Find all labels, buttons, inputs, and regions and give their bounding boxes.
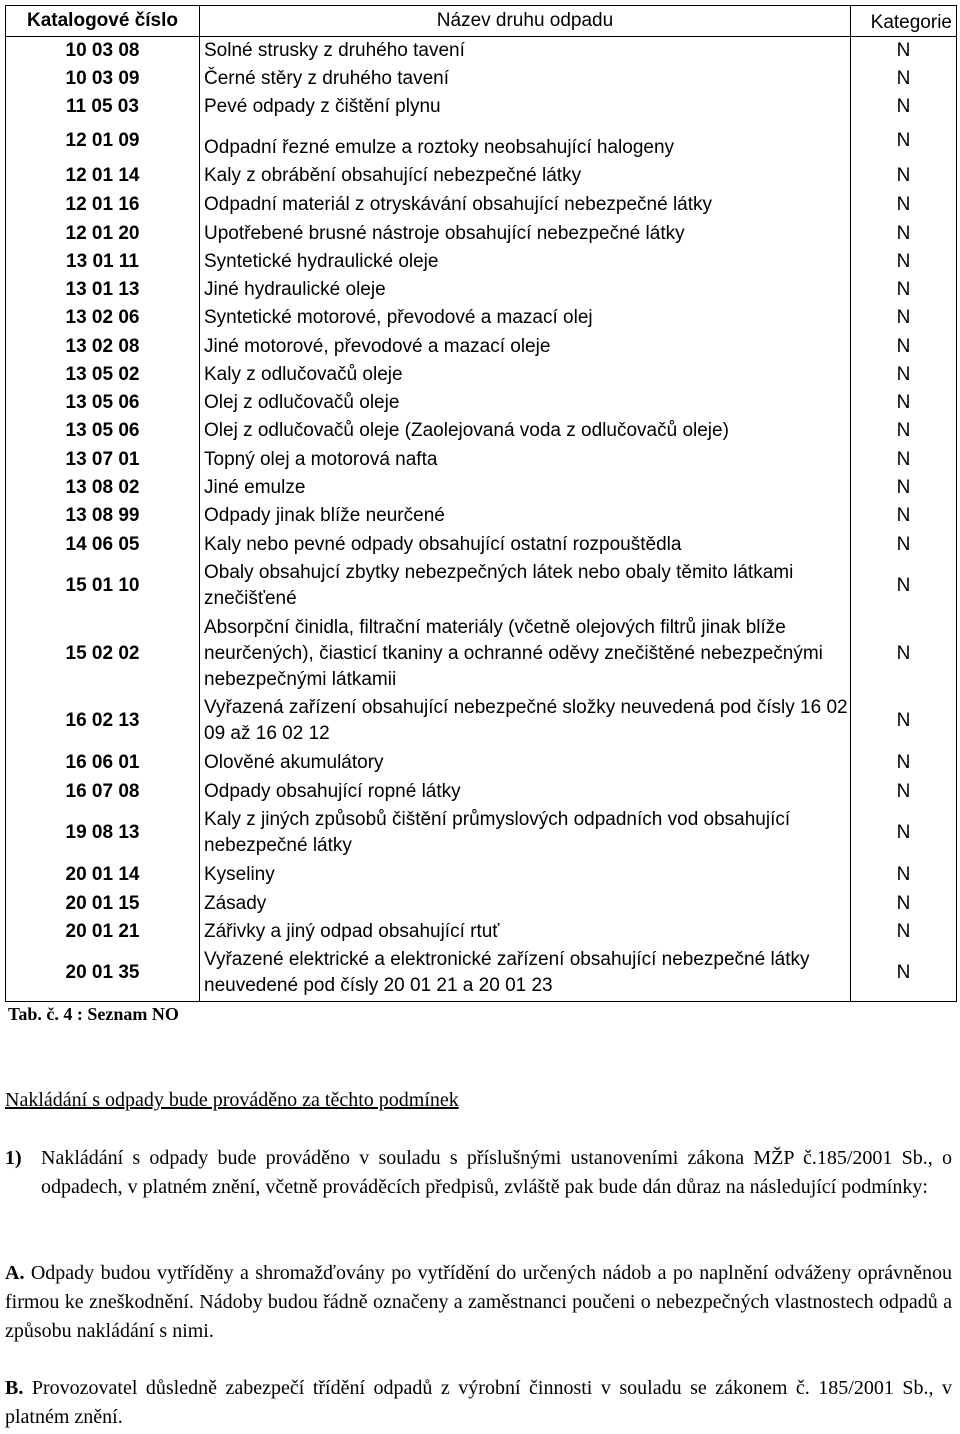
row-catalog-number: 13 08 02 bbox=[6, 474, 200, 502]
row-catalog-number: 20 01 35 bbox=[6, 946, 200, 1002]
row-waste-name: Jiné hydraulické oleje bbox=[200, 276, 851, 304]
table-caption: Tab. č. 4 : Seznam NO bbox=[8, 1004, 179, 1024]
row-waste-name: Kaly nebo pevné odpady obsahující ostatní rozpouštědla bbox=[200, 531, 851, 559]
row-category: N bbox=[851, 191, 957, 220]
row-catalog-number: 13 05 02 bbox=[6, 361, 200, 389]
row-catalog-number: 13 08 99 bbox=[6, 502, 200, 531]
table-row bbox=[6, 778, 957, 806]
row-waste-name: Jiné motorové, převodové a mazací oleje bbox=[200, 333, 851, 361]
table-row bbox=[6, 918, 957, 946]
row-catalog-number: 13 05 06 bbox=[6, 417, 200, 446]
row-category: N bbox=[851, 559, 957, 614]
row-category: N bbox=[851, 121, 957, 161]
row-catalog-number: 20 01 21 bbox=[6, 918, 200, 946]
row-category: N bbox=[851, 248, 957, 276]
row-catalog-number: 10 03 09 bbox=[6, 65, 200, 93]
header-category: Kategorie bbox=[851, 6, 957, 37]
row-waste-name: Zářivky a jiný odpad obsahující rtuť bbox=[200, 918, 851, 946]
paragraph-b-text: Provozovatel důsledně zabezpečí třídění odpadů z výrobní činnosti v souladu se zákonem č. 185/2001 Sb., v platném znění. bbox=[5, 1377, 953, 1428]
row-category: N bbox=[851, 65, 957, 93]
section-heading: Nakládání s odpady bude prováděno za těchto podmínek bbox=[5, 1089, 459, 1111]
table-row bbox=[6, 93, 957, 121]
row-waste-name: Syntetické motorové, převodové a mazací olej bbox=[200, 304, 851, 333]
row-category: N bbox=[851, 749, 957, 778]
row-category: N bbox=[851, 531, 957, 559]
table-row bbox=[6, 389, 957, 417]
row-category: N bbox=[851, 474, 957, 502]
table-row bbox=[6, 417, 957, 446]
row-category: N bbox=[851, 806, 957, 861]
row-waste-name: Odpady obsahující ropné látky bbox=[200, 778, 851, 806]
row-catalog-number: 20 01 14 bbox=[6, 861, 200, 890]
row-catalog-number: 16 02 13 bbox=[6, 694, 200, 749]
table-row bbox=[6, 161, 957, 191]
table-row bbox=[6, 861, 957, 890]
row-category: N bbox=[851, 93, 957, 121]
paragraph-a-label: A. bbox=[5, 1262, 25, 1284]
row-category: N bbox=[851, 304, 957, 333]
row-category: N bbox=[851, 276, 957, 304]
row-waste-name: Obaly obsahujcí zbytky nebezpečných látek nebo obaly těmito látkami znečišťené bbox=[200, 559, 851, 614]
row-category: N bbox=[851, 333, 957, 361]
table-row bbox=[6, 694, 957, 749]
row-waste-name: Jiné emulze bbox=[200, 474, 851, 502]
table-row bbox=[6, 361, 957, 389]
table-row bbox=[6, 121, 957, 161]
row-category: N bbox=[851, 502, 957, 531]
row-catalog-number: 12 01 09 bbox=[6, 121, 200, 161]
row-catalog-number: 13 01 13 bbox=[6, 276, 200, 304]
row-waste-name: Topný olej a motorová nafta bbox=[200, 446, 851, 474]
row-category: N bbox=[851, 161, 957, 191]
row-catalog-number: 16 07 08 bbox=[6, 778, 200, 806]
row-waste-name: Kaly z odlučovačů oleje bbox=[200, 361, 851, 389]
row-waste-name: Solné strusky z druhého tavení bbox=[200, 37, 851, 65]
row-waste-name: Kaly z obrábění obsahující nebezpečné látky bbox=[200, 161, 851, 191]
row-catalog-number: 12 01 14 bbox=[6, 161, 200, 191]
row-category: N bbox=[851, 778, 957, 806]
row-category: N bbox=[851, 389, 957, 417]
row-waste-name: Olověné akumulátory bbox=[200, 749, 851, 778]
item-text: Nakládání s odpady bude prováděno v souladu s příslušnými ustanoveními zákona MŽP č.185/2001 Sb., o odpadech, v platném znění, včetně prováděcích předpisů, zvláště pak bude dán důraz na následující podmínky: bbox=[41, 1147, 952, 1198]
table-row bbox=[6, 614, 957, 694]
paragraph-a-text: Odpady budou vytříděny a shromažďovány po vytřídění do určených nádob a po naplnění odváženy oprávněnou firmou ke zneškodnění. Nádoby budou řádně označeny a zaměstnanci poučeni o nebezpečných vlastnostech odpadů a způsobu nakládání s nimi. bbox=[5, 1262, 953, 1342]
row-catalog-number: 12 01 20 bbox=[6, 220, 200, 248]
row-catalog-number: 13 02 08 bbox=[6, 333, 200, 361]
row-waste-name: Syntetické hydraulické oleje bbox=[200, 248, 851, 276]
row-waste-name: Odpadní řezné emulze a roztoky neobsahující halogeny bbox=[200, 121, 851, 161]
row-category: N bbox=[851, 614, 957, 694]
row-catalog-number: 13 07 01 bbox=[6, 446, 200, 474]
row-catalog-number: 13 02 06 bbox=[6, 304, 200, 333]
table-row bbox=[6, 191, 957, 220]
row-catalog-number: 20 01 15 bbox=[6, 890, 200, 918]
row-catalog-number: 19 08 13 bbox=[6, 806, 200, 861]
waste-catalog-table bbox=[5, 5, 957, 1002]
row-category: N bbox=[851, 890, 957, 918]
paragraph-a bbox=[5, 1259, 952, 1346]
table-row bbox=[6, 304, 957, 333]
header-waste-name: Název druhu odpadu bbox=[200, 6, 851, 37]
row-category: N bbox=[851, 37, 957, 65]
table-row bbox=[6, 446, 957, 474]
row-catalog-number: 15 02 02 bbox=[6, 614, 200, 694]
table-row bbox=[6, 559, 957, 614]
table-row bbox=[6, 890, 957, 918]
row-catalog-number: 13 05 06 bbox=[6, 389, 200, 417]
row-catalog-number: 12 01 16 bbox=[6, 191, 200, 220]
row-waste-name: Absorpční činidla, filtrační materiály (včetně olejových filtrů jinak blíže neurčených), čiasticí tkaniny a ochranné oděvy znečištěné nebezpečnými nebezpečnými látkamii bbox=[200, 614, 851, 694]
paragraph-b bbox=[5, 1374, 952, 1432]
row-catalog-number: 16 06 01 bbox=[6, 749, 200, 778]
row-category: N bbox=[851, 946, 957, 1002]
row-category: N bbox=[851, 918, 957, 946]
table-row bbox=[6, 220, 957, 248]
row-waste-name: Olej z odlučovačů oleje bbox=[200, 389, 851, 417]
row-category: N bbox=[851, 417, 957, 446]
table-row bbox=[6, 333, 957, 361]
row-category: N bbox=[851, 446, 957, 474]
table-row bbox=[6, 276, 957, 304]
table-row bbox=[6, 37, 957, 65]
table-row bbox=[6, 65, 957, 93]
row-category: N bbox=[851, 361, 957, 389]
row-category: N bbox=[851, 694, 957, 749]
header-catalog-number: Katalogové číslo bbox=[6, 6, 200, 37]
table-row bbox=[6, 749, 957, 778]
table-row bbox=[6, 531, 957, 559]
table-row bbox=[6, 474, 957, 502]
row-category: N bbox=[851, 861, 957, 890]
item-number: 1) bbox=[5, 1147, 22, 1169]
row-waste-name: Vyřazená zařízení obsahující nebezpečné složky neuvedená pod čísly 16 02 09 až 16 02 12 bbox=[200, 694, 851, 749]
row-waste-name: Odpadní materiál z otryskávání obsahující nebezpečné látky bbox=[200, 191, 851, 220]
table-row bbox=[6, 806, 957, 861]
row-catalog-number: 13 01 11 bbox=[6, 248, 200, 276]
numbered-item-1 bbox=[5, 1144, 952, 1202]
row-waste-name: Vyřazené elektrické a elektronické zařízení obsahující nebezpečné látky neuvedené pod čísly 20 01 21 a 20 01 23 bbox=[200, 946, 851, 1002]
table-row bbox=[6, 946, 957, 1002]
row-waste-name: Kaly z jiných způsobů čištění průmyslových odpadních vod obsahující nebezpečné látky bbox=[200, 806, 851, 861]
row-waste-name: Olej z odlučovačů oleje (Zaolejovaná voda z odlučovačů oleje) bbox=[200, 417, 851, 446]
row-catalog-number: 10 03 08 bbox=[6, 37, 200, 65]
paragraph-b-label: B. bbox=[5, 1377, 24, 1399]
row-waste-name: Kyseliny bbox=[200, 861, 851, 890]
table-header-row bbox=[6, 6, 957, 37]
row-category: N bbox=[851, 220, 957, 248]
table-row bbox=[6, 248, 957, 276]
row-waste-name: Pevé odpady z čištění plynu bbox=[200, 93, 851, 121]
row-waste-name: Upotřebené brusné nástroje obsahující nebezpečné látky bbox=[200, 220, 851, 248]
table-row bbox=[6, 502, 957, 531]
row-catalog-number: 14 06 05 bbox=[6, 531, 200, 559]
row-waste-name: Odpady jinak blíže neurčené bbox=[200, 502, 851, 531]
row-waste-name: Zásady bbox=[200, 890, 851, 918]
table-body bbox=[6, 37, 957, 1002]
row-catalog-number: 15 01 10 bbox=[6, 559, 200, 614]
row-waste-name: Černé stěry z druhého tavení bbox=[200, 65, 851, 93]
row-catalog-number: 11 05 03 bbox=[6, 93, 200, 121]
